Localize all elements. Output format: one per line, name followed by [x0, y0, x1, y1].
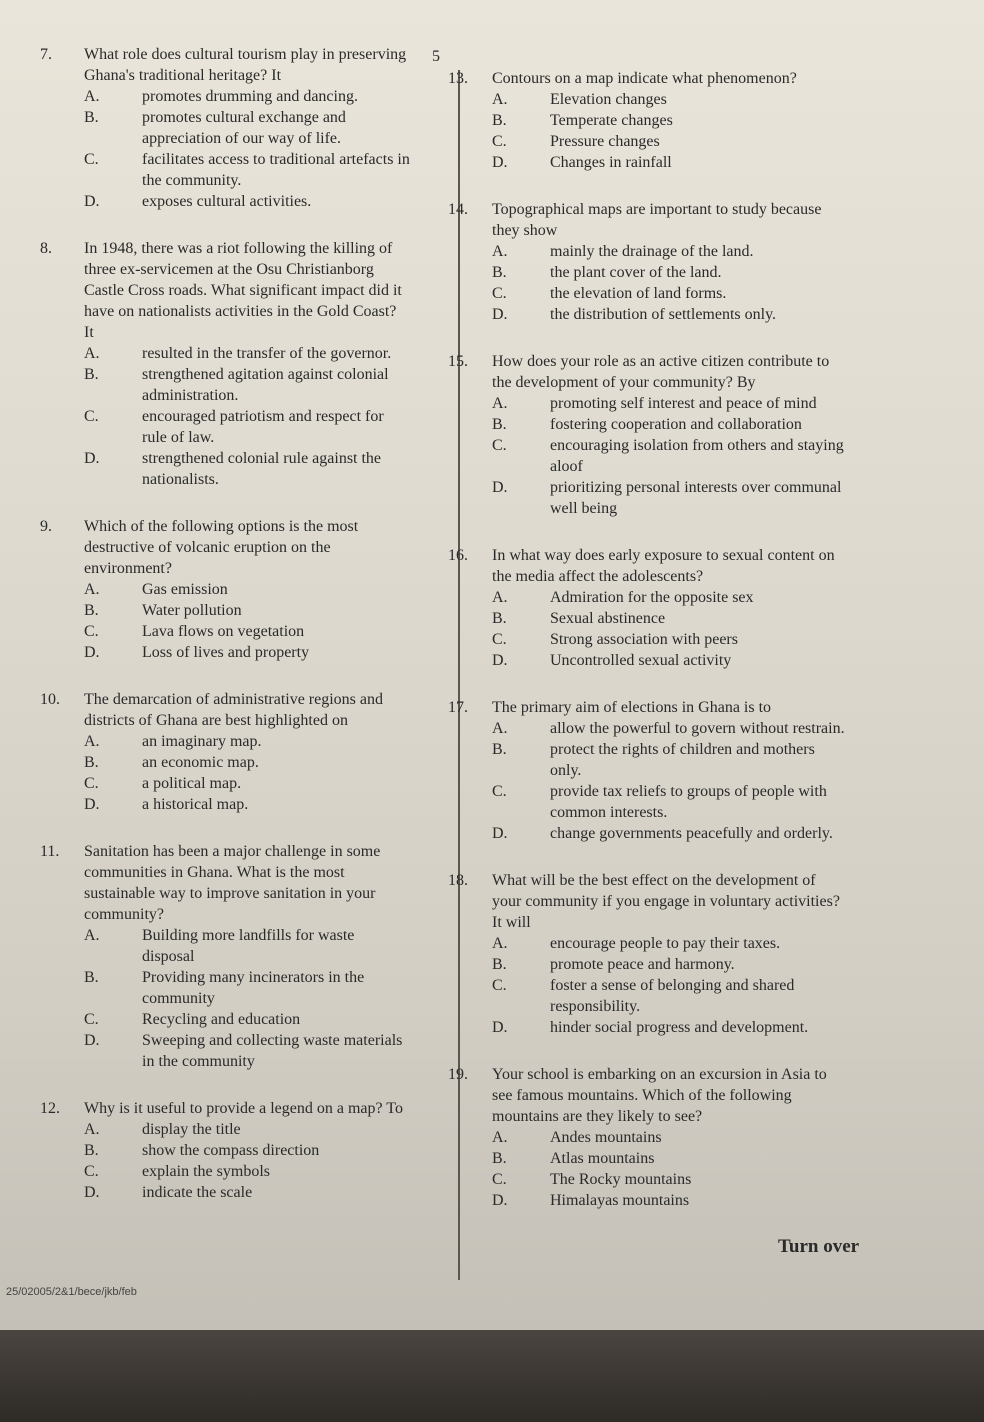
option-letter: D. — [84, 644, 100, 661]
answer-option — [492, 954, 848, 975]
answer-option — [492, 1190, 848, 1211]
option-letter: B. — [84, 969, 99, 986]
option-letter: D. — [492, 652, 508, 669]
option-letter: D. — [492, 306, 508, 323]
option-text: Recycling and education — [142, 1011, 301, 1028]
option-letter: C. — [492, 977, 507, 994]
question-number: 18. — [448, 872, 468, 889]
answer-option — [84, 343, 410, 364]
question-number: 7. — [40, 46, 52, 63]
option-text: promote peace and harmony. — [550, 956, 735, 973]
answer-option — [84, 967, 410, 1009]
option-letter: B. — [492, 416, 507, 433]
option-letter: C. — [84, 1011, 99, 1028]
option-text: a historical map. — [142, 796, 249, 813]
question-stem: Your school is embarking on an excursion in Asia to see famous mountains. Which of the following mountains are they likely to see? — [492, 1066, 827, 1125]
option-letter: A. — [492, 720, 508, 737]
question-number: 13. — [448, 70, 468, 87]
option-text: foster a sense of belonging and shared responsibility. — [550, 977, 795, 1015]
question-item — [40, 841, 410, 1072]
option-text: Elevation changes — [550, 91, 667, 108]
question-number: 12. — [40, 1100, 60, 1117]
option-letter: A. — [492, 395, 508, 412]
option-text: Loss of lives and property — [142, 644, 310, 661]
option-text: Sweeping and collecting waste materials in the community — [142, 1032, 403, 1070]
option-letter: D. — [492, 1192, 508, 1209]
option-text: an economic map. — [142, 754, 259, 771]
answer-option — [492, 650, 848, 671]
question-stem: Why is it useful to provide a legend on a map? To — [84, 1100, 403, 1117]
answer-option — [492, 262, 848, 283]
question-item — [40, 689, 410, 815]
option-text: explain the symbols — [142, 1163, 270, 1180]
option-text: resulted in the transfer of the governor. — [142, 345, 392, 362]
option-letter: D. — [492, 479, 508, 496]
option-letter: C. — [84, 623, 99, 640]
answer-option — [492, 1127, 848, 1148]
option-text: show the compass direction — [142, 1142, 320, 1159]
question-stem: Contours on a map indicate what phenomenon? — [492, 70, 797, 87]
option-text: an imaginary map. — [142, 733, 262, 750]
option-text: Himalayas mountains — [550, 1192, 690, 1209]
answer-option — [84, 448, 410, 490]
option-letter: C. — [492, 1171, 507, 1188]
option-text: Andes mountains — [550, 1129, 662, 1146]
option-text: hinder social progress and development. — [550, 1019, 809, 1036]
turn-over-label: Turn over — [778, 1236, 860, 1257]
option-text: provide tax reliefs to groups of people with common interests. — [550, 783, 827, 821]
question-stem: How does your role as an active citizen contribute to the development of your community? By — [492, 353, 830, 391]
answer-option — [492, 393, 848, 414]
answer-option — [492, 739, 848, 781]
answer-option — [492, 152, 848, 173]
question-item — [40, 516, 410, 663]
question-number: 10. — [40, 691, 60, 708]
option-letter: A. — [84, 1121, 100, 1138]
question-item — [448, 1064, 848, 1211]
question-item — [448, 545, 848, 671]
option-letter: D. — [492, 154, 508, 171]
answer-option — [84, 579, 410, 600]
question-item — [448, 68, 848, 173]
option-letter: C. — [492, 783, 507, 800]
option-letter: B. — [492, 112, 507, 129]
option-letter: D. — [492, 1019, 508, 1036]
option-text: a political map. — [142, 775, 242, 792]
option-text: Water pollution — [142, 602, 242, 619]
option-text: promotes cultural exchange and appreciation of our way of life. — [142, 109, 346, 147]
option-letter: A. — [492, 91, 508, 108]
answer-option — [492, 241, 848, 262]
answer-option — [492, 781, 848, 823]
option-text: the distribution of settlements only. — [550, 306, 777, 323]
question-stem: What role does cultural tourism play in preserving Ghana's traditional heritage? It — [84, 46, 407, 84]
answer-option — [84, 1182, 410, 1203]
left-column — [40, 44, 410, 1229]
question-item — [40, 1098, 410, 1203]
option-letter: C. — [84, 1163, 99, 1180]
question-item — [448, 199, 848, 325]
option-letter: C. — [492, 437, 507, 454]
question-number: 17. — [448, 699, 468, 716]
answer-option — [84, 107, 410, 149]
option-letter: A. — [84, 927, 100, 944]
question-number: 8. — [40, 240, 52, 257]
option-letter: A. — [84, 581, 100, 598]
answer-option — [492, 131, 848, 152]
option-letter: A. — [492, 243, 508, 260]
option-text: strengthened agitation against colonial administration. — [142, 366, 389, 404]
option-text: Strong association with peers — [550, 631, 738, 648]
answer-option — [84, 752, 410, 773]
option-text: Providing many incinerators in the community — [142, 969, 365, 1007]
answer-option — [84, 621, 410, 642]
answer-option — [492, 1169, 848, 1190]
answer-option — [492, 718, 848, 739]
option-text: promoting self interest and peace of mind — [550, 395, 817, 412]
option-letter: C. — [492, 285, 507, 302]
answer-option — [84, 642, 410, 663]
question-stem: In what way does early exposure to sexual content on the media affect the adolescents? — [492, 547, 835, 585]
option-letter: D. — [84, 193, 100, 210]
option-letter: A. — [84, 88, 100, 105]
option-text: Changes in rainfall — [550, 154, 672, 171]
option-text: The Rocky mountains — [550, 1171, 692, 1188]
option-text: the elevation of land forms. — [550, 285, 727, 302]
question-number: 9. — [40, 518, 52, 535]
answer-option — [492, 823, 848, 844]
question-item — [448, 697, 848, 844]
answer-option — [84, 1119, 410, 1140]
answer-option — [84, 86, 410, 107]
question-number: 14. — [448, 201, 468, 218]
option-text: encouraged patriotism and respect for rule of law. — [142, 408, 384, 446]
option-text: fostering cooperation and collaboration — [550, 416, 802, 433]
answer-option — [84, 925, 410, 967]
background-surface — [0, 1330, 984, 1422]
option-letter: C. — [84, 151, 99, 168]
option-text: encourage people to pay their taxes. — [550, 935, 781, 952]
answer-option — [492, 587, 848, 608]
answer-option — [492, 1148, 848, 1169]
answer-option — [84, 794, 410, 815]
option-text: Temperate changes — [550, 112, 673, 129]
question-stem: The primary aim of elections in Ghana is to — [492, 699, 772, 716]
option-letter: D. — [84, 1184, 100, 1201]
answer-option — [84, 1030, 410, 1072]
option-text: indicate the scale — [142, 1184, 253, 1201]
answer-option — [84, 406, 410, 448]
option-letter: B. — [84, 366, 99, 383]
question-number: 15. — [448, 353, 468, 370]
option-letter: D. — [84, 450, 100, 467]
option-text: Building more landfills for waste disposal — [142, 927, 355, 965]
question-stem: In 1948, there was a riot following the killing of three ex-servicemen at the Osu Christianborg Castle Cross roads. What significant impact did it have on nationalists activities in the Gold Coast? It — [84, 240, 402, 341]
question-stem: The demarcation of administrative regions and districts of Ghana are best highlighted on — [84, 691, 384, 729]
option-text: change governments peacefully and orderly. — [550, 825, 833, 842]
option-letter: B. — [492, 610, 507, 627]
option-text: mainly the drainage of the land. — [550, 243, 754, 260]
option-letter: C. — [84, 775, 99, 792]
answer-option — [492, 477, 848, 519]
answer-option — [84, 191, 410, 212]
option-text: display the title — [142, 1121, 241, 1138]
question-number: 11. — [40, 843, 60, 860]
option-text: protect the rights of children and mothers only. — [550, 741, 815, 779]
option-text: Gas emission — [142, 581, 228, 598]
answer-option — [84, 1009, 410, 1030]
option-letter: A. — [492, 589, 508, 606]
answer-option — [492, 435, 848, 477]
option-letter: A. — [492, 935, 508, 952]
option-text: promotes drumming and dancing. — [142, 88, 358, 105]
answer-option — [84, 149, 410, 191]
option-text: Admiration for the opposite sex — [550, 589, 754, 606]
question-stem: Which of the following options is the most destructive of volcanic eruption on the environment? — [84, 518, 359, 577]
answer-option — [492, 933, 848, 954]
question-number: 16. — [448, 547, 468, 564]
answer-option — [84, 1161, 410, 1182]
option-letter: B. — [492, 741, 507, 758]
option-text: prioritizing personal interests over communal well being — [550, 479, 842, 517]
option-text: allow the powerful to govern without restrain. — [550, 720, 845, 737]
option-letter: A. — [492, 1129, 508, 1146]
option-text: Lava flows on vegetation — [142, 623, 305, 640]
option-letter: C. — [84, 408, 99, 425]
answer-option — [492, 629, 848, 650]
answer-option — [492, 414, 848, 435]
question-number: 19. — [448, 1066, 468, 1083]
right-column — [448, 68, 848, 1237]
option-letter: C. — [492, 631, 507, 648]
option-letter: B. — [492, 1150, 507, 1167]
option-letter: B. — [84, 109, 99, 126]
option-letter: C. — [492, 133, 507, 150]
option-text: exposes cultural activities. — [142, 193, 312, 210]
option-letter: A. — [84, 345, 100, 362]
answer-option — [84, 600, 410, 621]
answer-option — [84, 731, 410, 752]
answer-option — [492, 110, 848, 131]
option-letter: B. — [492, 956, 507, 973]
option-text: strengthened colonial rule against the nationalists. — [142, 450, 382, 488]
option-letter: A. — [84, 733, 100, 750]
question-stem: What will be the best effect on the development of your community if you engage in voluntary activities? It will — [492, 872, 840, 931]
answer-option — [492, 304, 848, 325]
answer-option — [84, 364, 410, 406]
question-stem: Sanitation has been a major challenge in some communities in Ghana. What is the most sustainable way to improve sanitation in your community? — [84, 843, 381, 923]
answer-option — [492, 283, 848, 304]
page-number: 5 — [432, 48, 440, 65]
answer-option — [492, 1017, 848, 1038]
option-text: Pressure changes — [550, 133, 660, 150]
option-letter: B. — [84, 754, 99, 771]
option-text: Uncontrolled sexual activity — [550, 652, 732, 669]
question-stem: Topographical maps are important to study because they show — [492, 201, 822, 239]
option-text: the plant cover of the land. — [550, 264, 722, 281]
option-text: facilitates access to traditional artefacts in the community. — [142, 151, 410, 189]
question-item — [448, 351, 848, 519]
option-text: Atlas mountains — [550, 1150, 655, 1167]
footer-code: 25/02005/2&1/bece/jkb/feb — [6, 1286, 137, 1298]
answer-option — [492, 975, 848, 1017]
answer-option — [84, 773, 410, 794]
question-item — [40, 44, 410, 212]
option-letter: B. — [492, 264, 507, 281]
answer-option — [84, 1140, 410, 1161]
option-letter: D. — [492, 825, 508, 842]
answer-option — [492, 608, 848, 629]
answer-option — [492, 89, 848, 110]
option-letter: D. — [84, 796, 100, 813]
option-letter: D. — [84, 1032, 100, 1049]
option-letter: B. — [84, 602, 99, 619]
option-letter: B. — [84, 1142, 99, 1159]
option-text: encouraging isolation from others and staying aloof — [550, 437, 844, 475]
question-item — [40, 238, 410, 490]
question-item — [448, 870, 848, 1038]
option-text: Sexual abstinence — [550, 610, 666, 627]
